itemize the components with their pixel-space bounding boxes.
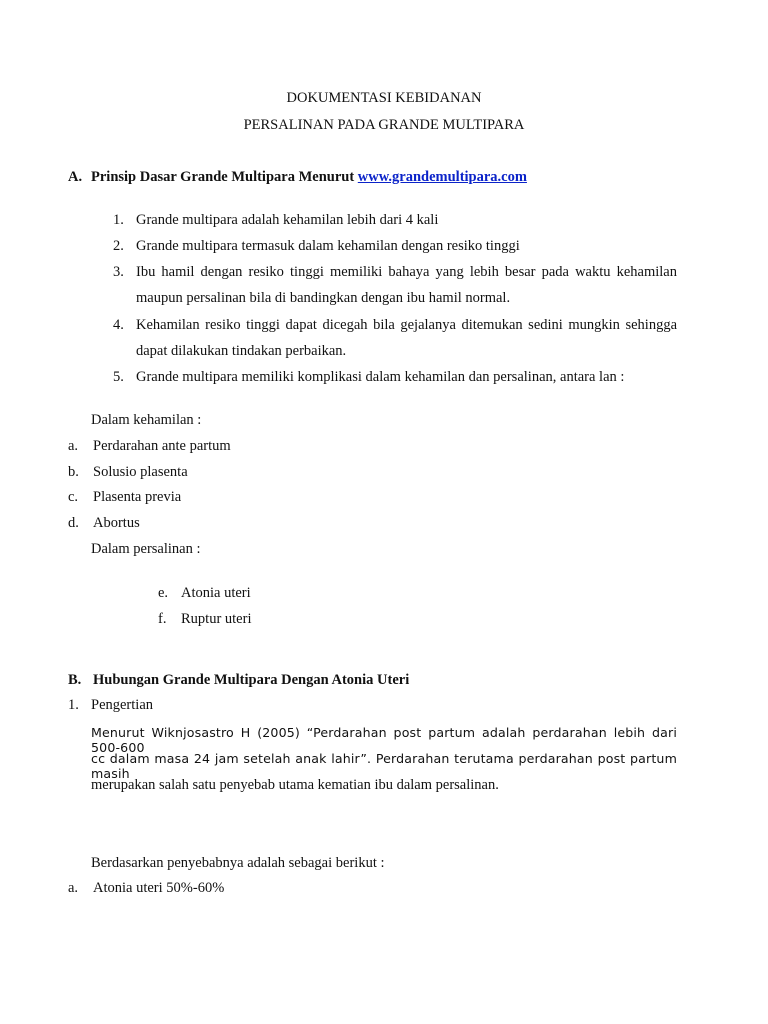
list-item-continuation: maupun persalinan bila di bandingkan dengan ibu hamil normal.	[136, 290, 511, 306]
lettered-marker: e.	[158, 585, 169, 601]
pregnancy-label: Dalam kehamilan :	[91, 412, 202, 428]
definition-paragraph-line: cc dalam masa 24 jam setelah anak lahir”. Perdarahan terutama perdarahan post partum masih	[91, 751, 677, 781]
definition-paragraph-line: Menurut Wiknjosastro H (2005) “Perdarahan post partum adalah perdarahan lebih dari 500-600	[91, 725, 677, 755]
list-item-number: 3.	[113, 264, 124, 280]
section-a-heading-text: Prinsip Dasar Grande Multipara Menurut	[91, 169, 355, 185]
lettered-marker: d.	[68, 515, 79, 531]
lettered-item-text: Ruptur uteri	[181, 611, 252, 627]
list-item-text: Ibu hamil dengan resiko tinggi memiliki bahaya yang lebih besar pada waktu kehamilan	[136, 264, 677, 280]
lettered-item-text: Abortus	[93, 515, 140, 531]
list-item-text: Kehamilan resiko tinggi dapat dicegah bila gejalanya ditemukan sedini mungkin sehingga	[136, 317, 677, 333]
section-b-marker: B.	[68, 672, 82, 688]
list-item-number: 5.	[113, 369, 124, 385]
subsection-title: Pengertian	[91, 697, 154, 713]
list-item-number: 4.	[113, 317, 124, 333]
list-item-number: 1.	[113, 212, 124, 228]
lettered-marker: f.	[158, 611, 167, 627]
list-item-continuation: dapat dilakukan tindakan perbaikan.	[136, 343, 347, 359]
lettered-item-text: Plasenta previa	[93, 489, 182, 505]
list-item-text: Grande multipara adalah kehamilan lebih dari 4 kali	[136, 212, 439, 228]
labor-label: Dalam persalinan :	[91, 541, 201, 557]
lettered-marker: a.	[68, 438, 79, 454]
lettered-item-text: Atonia uteri 50%-60%	[93, 880, 225, 896]
section-a-marker: A.	[68, 169, 83, 185]
subsection-number: 1.	[68, 697, 79, 713]
section-a-heading	[91, 169, 527, 186]
lettered-marker: c.	[68, 489, 79, 505]
source-link[interactable]: www.grandemultipara.com	[357, 169, 527, 185]
lettered-marker: b.	[68, 464, 79, 480]
document-subtitle: PERSALINAN PADA GRANDE MULTIPARA	[243, 117, 525, 133]
lettered-marker: a.	[68, 880, 79, 896]
list-item-text: Grande multipara termasuk dalam kehamilan dengan resiko tinggi	[136, 238, 520, 254]
list-item-number: 2.	[113, 238, 124, 254]
list-item-text: Grande multipara memiliki komplikasi dalam kehamilan dan persalinan, antara lan :	[136, 369, 625, 385]
lettered-item-text: Perdarahan ante partum	[93, 438, 231, 454]
lettered-item-text: Solusio plasenta	[93, 464, 188, 480]
document-title: DOKUMENTASI KEBIDANAN	[286, 90, 482, 106]
definition-paragraph-line: merupakan salah satu penyebab utama kematian ibu dalam persalinan.	[91, 777, 499, 793]
section-b-heading: Hubungan Grande Multipara Dengan Atonia Uteri	[93, 672, 410, 688]
causes-label: Berdasarkan penyebabnya adalah sebagai berikut :	[91, 855, 385, 871]
lettered-item-text: Atonia uteri	[181, 585, 251, 601]
